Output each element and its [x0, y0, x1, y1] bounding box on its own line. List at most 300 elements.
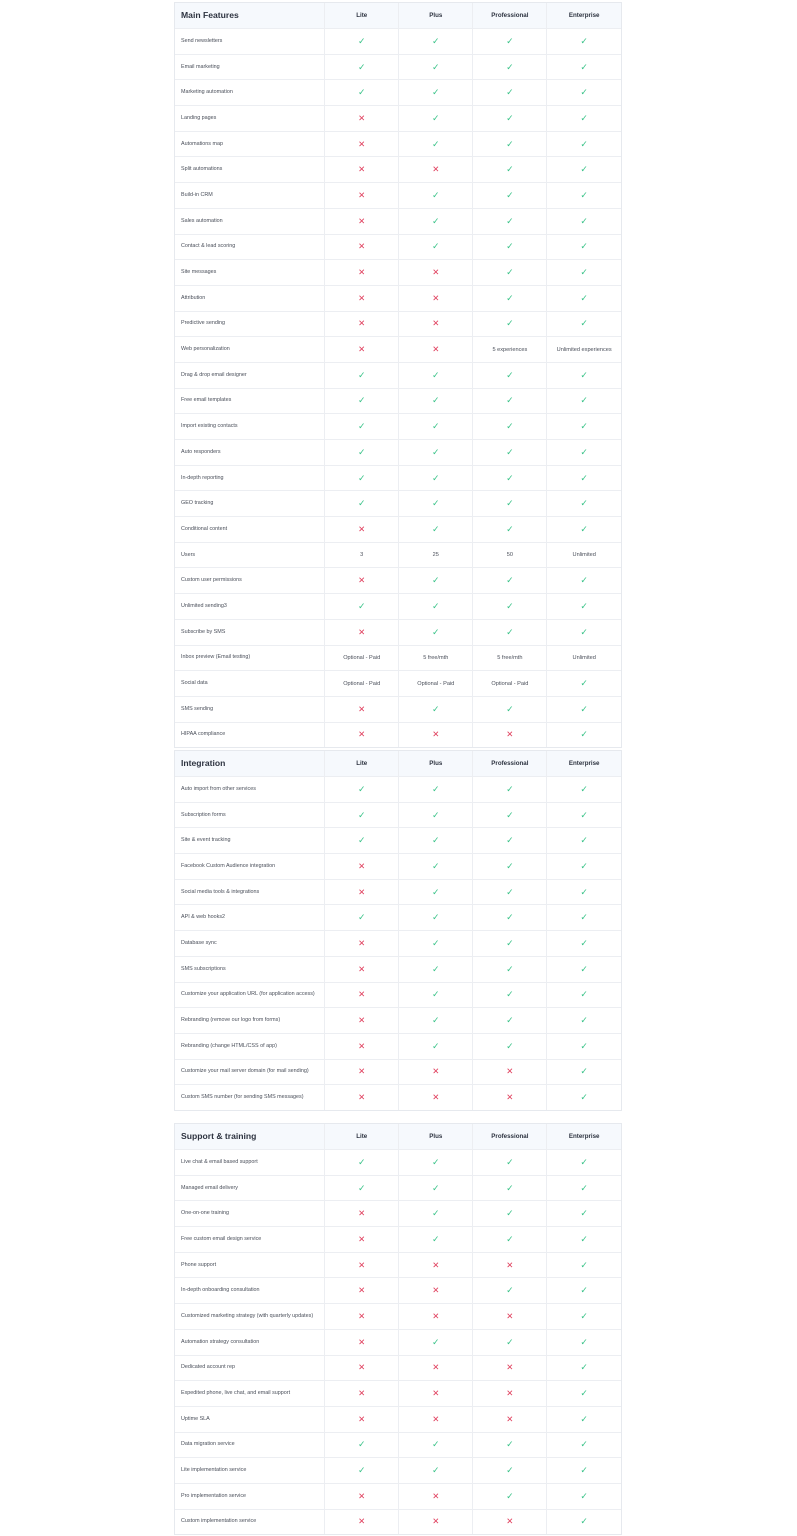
check-icon: ✓ — [432, 241, 440, 252]
feature-label: Automation strategy consultation — [181, 1338, 260, 1345]
feature-label: Unlimited sending3 — [181, 602, 227, 609]
check-icon: ✓ — [580, 446, 588, 457]
section-main-features — [174, 2, 622, 748]
check-icon: ✓ — [432, 35, 440, 46]
cross-icon: ✕ — [358, 164, 366, 175]
feature-label: Attribution — [181, 294, 206, 301]
check-icon: ✓ — [432, 472, 440, 483]
table-row — [175, 879, 621, 905]
feature-label: Sales automation — [181, 217, 223, 224]
check-icon: ✓ — [580, 1015, 588, 1026]
check-icon: ✓ — [432, 189, 440, 200]
check-icon: ✓ — [580, 318, 588, 329]
value-cell — [546, 828, 621, 853]
check-icon: ✓ — [357, 1465, 366, 1476]
value-cell — [398, 1227, 472, 1252]
check-icon: ✓ — [357, 1182, 366, 1193]
check-icon: ✓ — [506, 267, 514, 278]
value-cell — [472, 1278, 546, 1303]
check-icon: ✓ — [580, 729, 588, 740]
check-icon: ✓ — [580, 35, 588, 46]
plan-header-plus: Plus — [398, 751, 472, 776]
cross-icon: ✕ — [358, 1310, 366, 1321]
value-cell — [472, 1356, 546, 1381]
cross-icon: ✕ — [358, 1066, 366, 1077]
check-icon: ✓ — [580, 963, 588, 974]
value-cell — [324, 1330, 398, 1355]
table-row — [175, 827, 621, 853]
value-cell — [398, 828, 472, 853]
value-cell — [324, 389, 398, 414]
feature-label: Contact & lead scoring — [181, 243, 236, 250]
value-text: 50 — [472, 543, 546, 568]
section-header — [175, 1124, 621, 1149]
check-icon: ✓ — [580, 1439, 588, 1450]
value-cell — [398, 1484, 472, 1509]
cross-icon: ✕ — [358, 267, 366, 278]
check-icon: ✓ — [580, 1092, 588, 1103]
value-cell — [546, 80, 621, 105]
cross-icon: ✕ — [358, 626, 366, 637]
check-icon: ✓ — [506, 1285, 514, 1296]
check-icon: ✓ — [506, 189, 514, 200]
value-cell — [324, 235, 398, 260]
feature-label: Managed email delivery — [181, 1184, 238, 1191]
plan-header-enterprise: Enterprise — [546, 751, 621, 776]
value-cell — [324, 803, 398, 828]
value-cell — [472, 983, 546, 1008]
check-icon: ✓ — [580, 626, 588, 637]
check-icon: ✓ — [580, 1516, 588, 1527]
value-cell — [472, 1484, 546, 1509]
table-row — [175, 465, 621, 491]
plan-header-professional: Professional — [472, 1124, 546, 1149]
cross-icon: ✕ — [506, 1092, 514, 1103]
value-text: Unlimited — [546, 543, 621, 568]
cross-icon: ✕ — [432, 1259, 440, 1270]
check-icon: ✓ — [580, 783, 588, 794]
check-icon: ✓ — [357, 369, 366, 380]
value-cell — [398, 80, 472, 105]
check-icon: ✓ — [357, 783, 366, 794]
check-icon: ✓ — [506, 215, 514, 226]
table-row — [175, 156, 621, 182]
value-cell — [546, 1381, 621, 1406]
check-icon: ✓ — [357, 446, 366, 457]
check-icon: ✓ — [506, 809, 514, 820]
check-icon: ✓ — [506, 318, 514, 329]
value-cell — [398, 106, 472, 131]
value-cell — [546, 517, 621, 542]
value-cell — [472, 1008, 546, 1033]
check-icon: ✓ — [580, 678, 588, 689]
value-cell — [398, 1407, 472, 1432]
check-icon: ✓ — [432, 523, 440, 534]
cross-icon: ✕ — [432, 1490, 440, 1501]
check-icon: ✓ — [580, 809, 588, 820]
value-cell — [546, 1253, 621, 1278]
value-cell — [398, 286, 472, 311]
check-icon: ✓ — [506, 523, 514, 534]
check-icon: ✓ — [580, 369, 588, 380]
value-cell — [546, 1008, 621, 1033]
cross-icon: ✕ — [358, 241, 366, 252]
value-cell — [546, 106, 621, 131]
value-cell — [546, 1304, 621, 1329]
value-cell — [472, 1330, 546, 1355]
cross-icon: ✕ — [432, 1362, 440, 1373]
table-row — [175, 439, 621, 465]
value-cell — [324, 1060, 398, 1085]
check-icon: ✓ — [580, 241, 588, 252]
check-icon: ✓ — [506, 626, 514, 637]
value-cell — [472, 260, 546, 285]
value-cell — [546, 931, 621, 956]
table-row — [175, 670, 621, 696]
cross-icon: ✕ — [358, 1362, 366, 1373]
value-cell — [324, 1407, 398, 1432]
value-cell — [546, 723, 621, 748]
plan-header-plus: Plus — [398, 1124, 472, 1149]
check-icon: ✓ — [506, 1208, 514, 1219]
value-cell — [398, 1381, 472, 1406]
value-cell — [324, 132, 398, 157]
feature-label: Dedicated account rep — [181, 1364, 235, 1371]
value-cell — [546, 777, 621, 802]
check-icon: ✓ — [432, 1336, 440, 1347]
value-cell — [324, 723, 398, 748]
feature-label: Customize your mail server domain (for mail sending) — [181, 1068, 309, 1075]
value-cell — [324, 568, 398, 593]
table-row — [175, 1483, 621, 1509]
check-icon: ✓ — [580, 912, 588, 923]
cross-icon: ✕ — [358, 729, 366, 740]
check-icon: ✓ — [357, 498, 366, 509]
check-icon: ✓ — [506, 937, 514, 948]
value-cell — [472, 132, 546, 157]
check-icon: ✓ — [580, 575, 588, 586]
value-cell — [546, 1278, 621, 1303]
table-row — [175, 1329, 621, 1355]
value-cell — [398, 1150, 472, 1175]
value-cell — [398, 620, 472, 645]
check-icon: ✓ — [506, 138, 514, 149]
table-row — [175, 956, 621, 982]
table-row — [175, 776, 621, 802]
table-row — [175, 645, 621, 671]
value-cell — [546, 209, 621, 234]
feature-label: Custom SMS number (for sending SMS messages) — [181, 1094, 304, 1101]
table-row — [175, 1226, 621, 1252]
value-cell — [398, 957, 472, 982]
feature-label: Phone support — [181, 1261, 217, 1268]
check-icon: ✓ — [580, 1336, 588, 1347]
cross-icon: ✕ — [358, 1516, 366, 1527]
plan-header-lite: Lite — [324, 751, 398, 776]
feature-label: Automations map — [181, 140, 223, 147]
feature-label: In-depth onboarding consultation — [181, 1287, 260, 1294]
value-cell — [472, 80, 546, 105]
cross-icon: ✕ — [432, 1066, 440, 1077]
check-icon: ✓ — [432, 937, 440, 948]
value-cell — [324, 491, 398, 516]
plan-header-professional: Professional — [472, 751, 546, 776]
value-cell — [546, 1060, 621, 1085]
value-cell — [546, 880, 621, 905]
value-cell — [472, 723, 546, 748]
check-icon: ✓ — [506, 1439, 514, 1450]
feature-label: Subscription forms — [181, 811, 226, 818]
feature-label: GEO tracking — [181, 500, 214, 507]
cross-icon: ✕ — [358, 318, 366, 329]
check-icon: ✓ — [432, 1439, 440, 1450]
feature-label: Auto import from other services — [181, 785, 256, 792]
value-cell — [472, 1304, 546, 1329]
value-text: Unlimited experiences — [546, 337, 621, 362]
section-header — [175, 3, 621, 28]
feature-label: Database sync — [181, 939, 217, 946]
value-cell — [398, 1034, 472, 1059]
check-icon: ✓ — [432, 215, 440, 226]
value-cell — [546, 389, 621, 414]
value-text: 25 — [398, 543, 472, 568]
feature-label: SMS subscriptions — [181, 965, 226, 972]
cross-icon: ✕ — [432, 1285, 440, 1296]
feature-label: Marketing automation — [181, 89, 233, 96]
value-cell — [324, 983, 398, 1008]
value-cell — [472, 29, 546, 54]
check-icon: ✓ — [580, 600, 588, 611]
value-cell — [472, 517, 546, 542]
value-cell — [398, 491, 472, 516]
check-icon: ✓ — [580, 835, 588, 846]
check-icon: ✓ — [506, 860, 514, 871]
value-cell — [324, 1085, 398, 1110]
value-text: 3 — [324, 543, 398, 568]
table-row — [175, 413, 621, 439]
check-icon: ✓ — [506, 87, 514, 98]
value-cell — [398, 440, 472, 465]
value-cell — [546, 466, 621, 491]
value-cell — [398, 697, 472, 722]
table-row — [175, 1406, 621, 1432]
value-cell — [398, 803, 472, 828]
table-row — [175, 182, 621, 208]
table-row — [175, 54, 621, 80]
check-icon: ✓ — [580, 498, 588, 509]
check-icon: ✓ — [580, 860, 588, 871]
check-icon: ✓ — [580, 703, 588, 714]
value-cell — [546, 1034, 621, 1059]
check-icon: ✓ — [432, 395, 440, 406]
value-cell — [472, 905, 546, 930]
table-row — [175, 567, 621, 593]
value-cell — [472, 1381, 546, 1406]
value-cell — [546, 854, 621, 879]
cross-icon: ✕ — [358, 1388, 366, 1399]
value-cell — [324, 286, 398, 311]
cross-icon: ✕ — [358, 1208, 366, 1219]
cross-icon: ✕ — [358, 1040, 366, 1051]
check-icon: ✓ — [580, 395, 588, 406]
value-cell — [472, 1034, 546, 1059]
check-icon: ✓ — [357, 87, 366, 98]
value-cell — [324, 1484, 398, 1509]
value-text: Optional - Paid — [472, 671, 546, 696]
table-row — [175, 722, 621, 748]
value-cell — [324, 80, 398, 105]
feature-label: Landing pages — [181, 114, 217, 121]
check-icon: ✓ — [432, 703, 440, 714]
cross-icon: ✕ — [506, 729, 514, 740]
feature-label: Site & event tracking — [181, 837, 231, 844]
cross-icon: ✕ — [358, 1413, 366, 1424]
value-cell — [472, 1433, 546, 1458]
cross-icon: ✕ — [358, 703, 366, 714]
feature-label: Conditional content — [181, 525, 228, 532]
table-row — [175, 285, 621, 311]
check-icon: ✓ — [580, 215, 588, 226]
value-cell — [398, 1278, 472, 1303]
value-cell — [472, 568, 546, 593]
table-row — [175, 802, 621, 828]
value-cell — [546, 1356, 621, 1381]
feature-label: Split automations — [181, 166, 223, 173]
check-icon: ✓ — [432, 87, 440, 98]
value-cell — [546, 363, 621, 388]
check-icon: ✓ — [432, 963, 440, 974]
value-cell — [324, 29, 398, 54]
check-icon: ✓ — [432, 1040, 440, 1051]
value-cell — [546, 235, 621, 260]
value-cell — [546, 132, 621, 157]
value-cell — [546, 55, 621, 80]
value-cell — [324, 260, 398, 285]
value-cell — [546, 157, 621, 182]
cross-icon: ✕ — [506, 1413, 514, 1424]
value-cell — [472, 1201, 546, 1226]
value-cell — [472, 1510, 546, 1535]
check-icon: ✓ — [506, 446, 514, 457]
value-cell — [546, 568, 621, 593]
value-cell — [324, 1304, 398, 1329]
value-cell — [546, 1150, 621, 1175]
check-icon: ✓ — [357, 35, 366, 46]
check-icon: ✓ — [432, 498, 440, 509]
value-cell — [546, 1227, 621, 1252]
section-support-training — [174, 1123, 622, 1535]
check-icon: ✓ — [580, 1285, 588, 1296]
feature-label: Drag & drop email designer — [181, 371, 247, 378]
value-cell — [398, 183, 472, 208]
section-title: Main Features — [181, 10, 239, 20]
cross-icon: ✕ — [432, 1388, 440, 1399]
cross-icon: ✕ — [506, 1362, 514, 1373]
cross-icon: ✕ — [358, 138, 366, 149]
check-icon: ✓ — [506, 963, 514, 974]
check-icon: ✓ — [580, 112, 588, 123]
value-cell — [398, 854, 472, 879]
value-cell — [324, 1150, 398, 1175]
check-icon: ✓ — [357, 835, 366, 846]
value-cell — [398, 1304, 472, 1329]
check-icon: ✓ — [580, 138, 588, 149]
table-row — [175, 853, 621, 879]
value-cell — [472, 1227, 546, 1252]
value-cell — [324, 697, 398, 722]
check-icon: ✓ — [432, 1182, 440, 1193]
value-cell — [546, 803, 621, 828]
check-icon: ✓ — [506, 575, 514, 586]
check-icon: ✓ — [580, 886, 588, 897]
cross-icon: ✕ — [432, 164, 440, 175]
value-cell — [472, 854, 546, 879]
cross-icon: ✕ — [358, 523, 366, 534]
feature-label: One-on-one training — [181, 1210, 229, 1217]
value-cell — [472, 1085, 546, 1110]
feature-label: Social data — [181, 680, 208, 687]
table-row — [175, 1059, 621, 1085]
feature-label: Web personalization — [181, 346, 230, 353]
check-icon: ✓ — [357, 472, 366, 483]
value-text: 5 free/mth — [472, 646, 546, 671]
value-cell — [546, 905, 621, 930]
cross-icon: ✕ — [358, 1285, 366, 1296]
value-cell — [398, 209, 472, 234]
value-cell — [472, 1060, 546, 1085]
check-icon: ✓ — [580, 523, 588, 534]
check-icon: ✓ — [432, 1208, 440, 1219]
table-row — [175, 362, 621, 388]
check-icon: ✓ — [357, 1439, 366, 1450]
plan-header-professional: Professional — [472, 3, 546, 28]
check-icon: ✓ — [506, 1490, 514, 1501]
table-row — [175, 311, 621, 337]
feature-label: Pro implementation service — [181, 1492, 247, 1499]
table-row — [175, 490, 621, 516]
value-cell — [472, 1407, 546, 1432]
feature-label: Free custom email design service — [181, 1235, 262, 1242]
value-cell — [398, 1458, 472, 1483]
value-cell — [398, 1176, 472, 1201]
check-icon: ✓ — [580, 1465, 588, 1476]
check-icon: ✓ — [432, 886, 440, 897]
value-cell — [546, 1085, 621, 1110]
feature-label: Email marketing — [181, 63, 220, 70]
value-cell — [324, 777, 398, 802]
value-cell — [546, 29, 621, 54]
table-row — [175, 593, 621, 619]
value-cell — [472, 931, 546, 956]
check-icon: ✓ — [357, 1156, 366, 1167]
check-icon: ✓ — [357, 395, 366, 406]
value-cell — [398, 983, 472, 1008]
feature-label: Subscribe by SMS — [181, 628, 226, 635]
value-cell — [472, 55, 546, 80]
check-icon: ✓ — [506, 912, 514, 923]
check-icon: ✓ — [432, 446, 440, 457]
value-cell — [472, 697, 546, 722]
value-cell — [472, 389, 546, 414]
cross-icon: ✕ — [358, 1336, 366, 1347]
value-cell — [546, 1510, 621, 1535]
value-cell — [472, 803, 546, 828]
check-icon: ✓ — [432, 809, 440, 820]
feature-label: Custom user permissions — [181, 577, 242, 584]
check-icon: ✓ — [432, 1015, 440, 1026]
value-cell — [546, 260, 621, 285]
value-cell — [324, 183, 398, 208]
